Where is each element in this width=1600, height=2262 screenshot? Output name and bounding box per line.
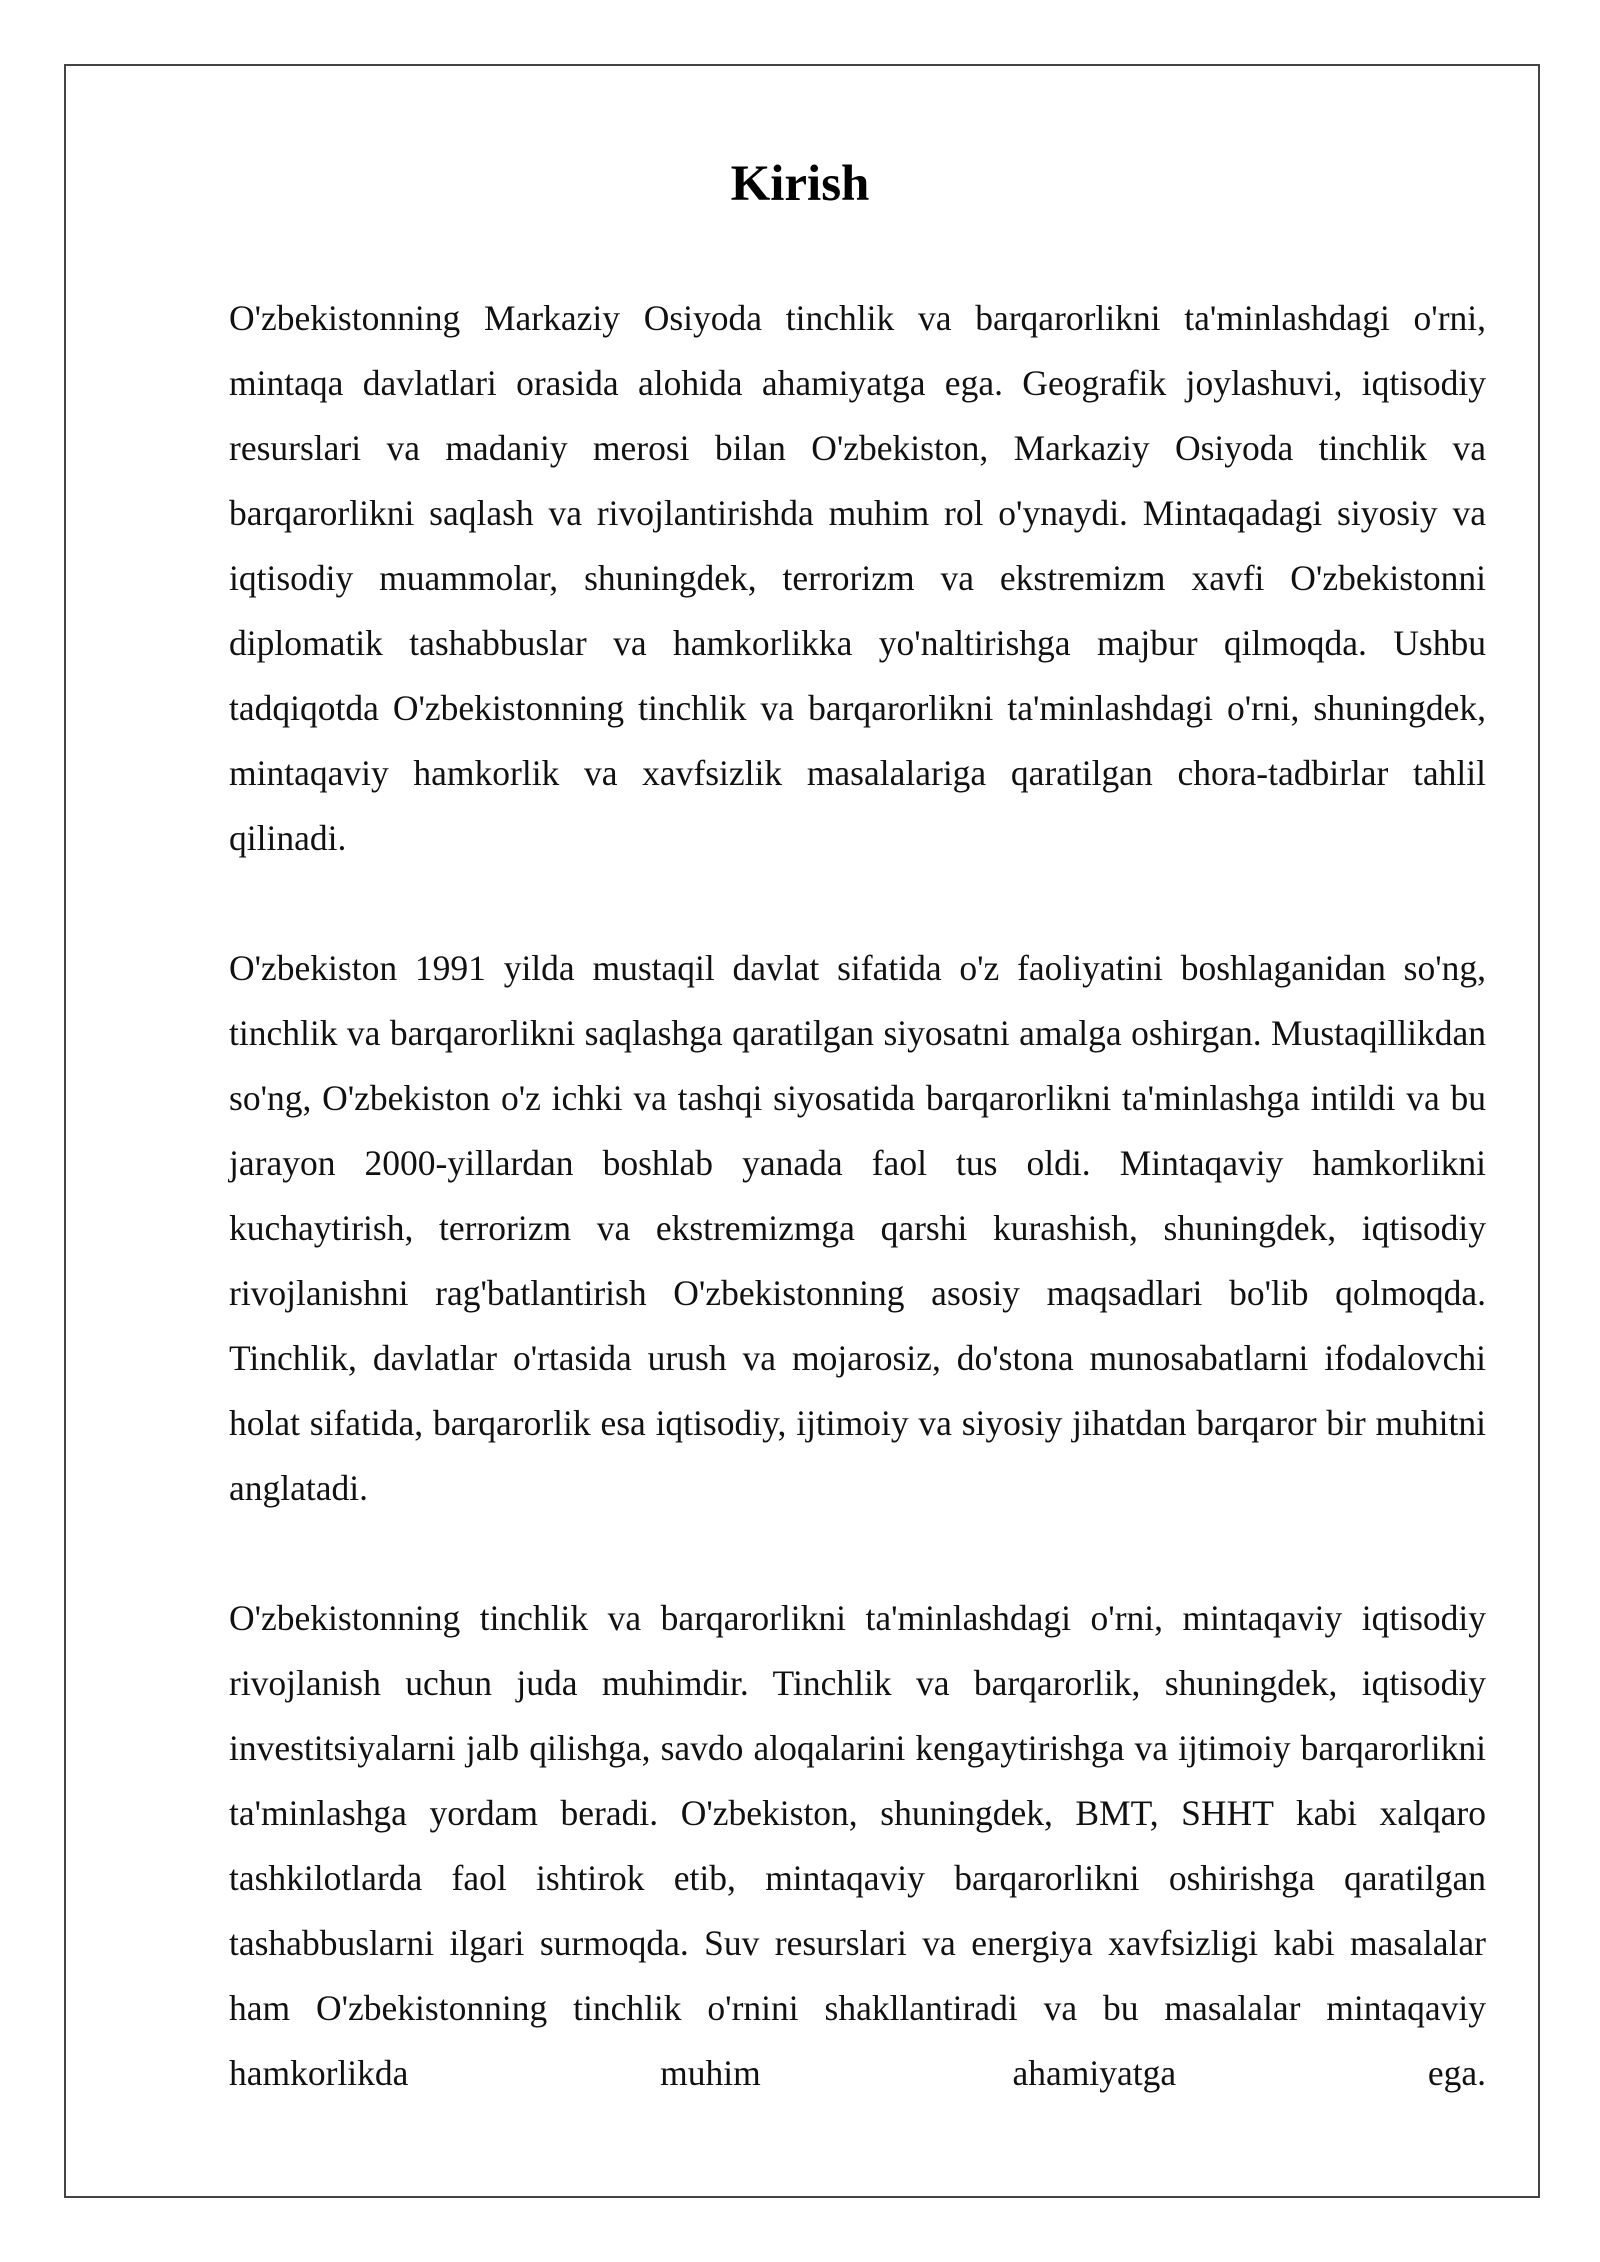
paragraph-3: O'zbekistonning tinchlik va barqarorlikni ta'minlashdagi o'rni, mintaqaviy iqtisodiy rivojlanish uchun juda muhimdir. Tinchlik va barqarorlik, shuningdek, iqtisodiy investitsiyalarni jalb qilishga, savdo aloqalarini kengaytirishga va ijtimoiy barqarorlikni ta'minlashga yordam beradi. O'zbekiston, shuningdek, BMT, SHHT kabi xalqaro tashkilotlarda faol ishtirok etib, mintaqaviy barqarorlikni oshirishga qaratilgan tashabbuslarni ilgari surmoqda. Suv resurslari va energiya xavfsizligi kabi masalalar ham O'zbekistonning tinchlik o'rnini shakllantiradi va bu masalalar mintaqaviy hamkorlikda muhim ahamiyatga ega.	[229, 1598, 1486, 2093]
page-title: Kirish	[730, 156, 870, 212]
document-body	[229, 286, 1486, 2106]
paragraph-1: O'zbekistonning Markaziy Osiyoda tinchlik va barqarorlikni ta'minlashdagi o'rni, mintaqa davlatlari orasida alohida ahamiyatga ega. Geografik joylashuvi, iqtisodiy resurslari va madaniy merosi bilan O'zbekiston, Markaziy Osiyoda tinchlik va barqarorlikni saqlash va rivojlantirishda muhim rol o'ynaydi. Mintaqadagi siyosiy va iqtisodiy muammolar, shuningdek, terrorizm va ekstremizm xavfi O'zbekistonni diplomatik tashabbuslar va hamkorlikka yo'naltirishga majbur qilmoqda. Ushbu tadqiqotda O'zbekistonning tinchlik va barqarorlikni ta'minlashdagi o'rni, shuningdek, mintaqaviy hamkorlik va xavfsizlik masalalariga qaratilgan chora-tadbirlar tahlil qilinadi.	[229, 298, 1486, 858]
paragraph-2: O'zbekiston 1991 yilda mustaqil davlat sifatida o'z faoliyatini boshlaganidan so'ng, tinchlik va barqarorlikni saqlashga qaratilgan siyosatni amalga oshirgan. Mustaqillikdan so'ng, O'zbekiston o'z ichki va tashqi siyosatida barqarorlikni ta'minlashga intildi va bu jarayon 2000-yillardan boshlab yanada faol tus oldi. Mintaqaviy hamkorlikni kuchaytirish, terrorizm va ekstremizmga qarshi kurashish, shuningdek, iqtisodiy rivojlanishni rag'batlantirish O'zbekistonning asosiy maqsadlari bo'lib qolmoqda. Tinchlik, davlatlar o'rtasida urush va mojarosiz, do'stona munosabatlarni ifodalovchi holat sifatida, barqarorlik esa iqtisodiy, ijtimoiy va siyosiy jihatdan barqaror bir muhitni anglatadi.	[229, 948, 1486, 1508]
